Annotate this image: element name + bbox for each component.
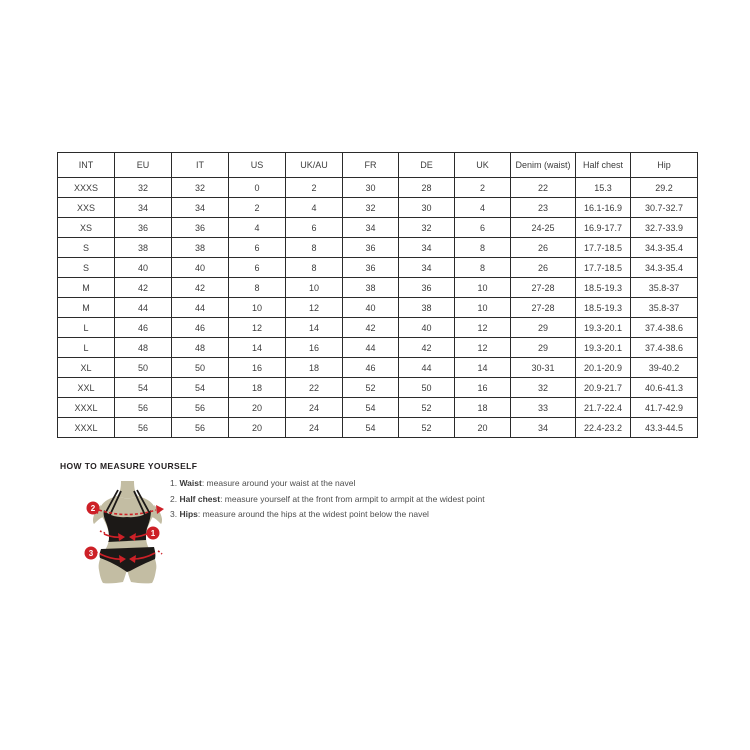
instruction-item — [170, 476, 500, 492]
size-cell: 10 — [286, 278, 343, 298]
instruction-term: Hips — [179, 509, 198, 519]
size-cell: 40 — [172, 258, 229, 278]
size-cell: 40 — [399, 318, 455, 338]
size-cell: 52 — [399, 418, 455, 438]
size-cell: 30.7-32.7 — [631, 198, 698, 218]
size-cell: 34 — [511, 418, 576, 438]
size-row — [58, 378, 698, 398]
size-cell: 12 — [455, 338, 511, 358]
marker-label: 1 — [150, 529, 156, 538]
size-cell: 54 — [172, 378, 229, 398]
size-cell: 40.6-41.3 — [631, 378, 698, 398]
size-cell: 44 — [399, 358, 455, 378]
size-row — [58, 398, 698, 418]
size-row — [58, 198, 698, 218]
size-cell: 19.3-20.1 — [576, 318, 631, 338]
column-header: INT — [58, 153, 115, 178]
size-row — [58, 258, 698, 278]
size-cell: XS — [58, 218, 115, 238]
size-cell: 46 — [343, 358, 399, 378]
size-cell: 44 — [172, 298, 229, 318]
size-cell: 32 — [511, 378, 576, 398]
size-row — [58, 218, 698, 238]
size-cell: 14 — [455, 358, 511, 378]
size-cell: 56 — [172, 418, 229, 438]
size-cell: 38 — [399, 298, 455, 318]
size-cell: 14 — [286, 318, 343, 338]
size-cell: 10 — [455, 278, 511, 298]
size-cell: 8 — [229, 278, 286, 298]
instruction-text: : measure around your waist at the navel — [201, 478, 356, 488]
size-cell: 19.3-20.1 — [576, 338, 631, 358]
size-cell: 10 — [455, 298, 511, 318]
size-cell: 2 — [229, 198, 286, 218]
size-cell: 20.1-20.9 — [576, 358, 631, 378]
instruction-term: Half chest — [179, 493, 221, 504]
instruction-number: 3. — [170, 509, 180, 519]
size-cell: 20.9-21.7 — [576, 378, 631, 398]
size-cell: 41.7-42.9 — [631, 398, 698, 418]
size-cell: 22.4-23.2 — [576, 418, 631, 438]
instruction-number: 2. — [170, 493, 180, 504]
size-cell: 36 — [343, 238, 399, 258]
how-to-measure-heading: HOW TO MEASURE YOURSELF — [60, 461, 198, 471]
size-cell: 18 — [286, 358, 343, 378]
size-cell: 50 — [172, 358, 229, 378]
size-row — [58, 298, 698, 318]
size-cell: 28 — [399, 178, 455, 198]
size-cell: 42 — [399, 338, 455, 358]
size-cell: 0 — [229, 178, 286, 198]
marker-label: 3 — [88, 549, 94, 558]
size-cell: 37.4-38.6 — [631, 338, 698, 358]
instruction-item — [170, 492, 500, 508]
size-cell: 48 — [115, 338, 172, 358]
size-row — [58, 178, 698, 198]
size-cell: M — [58, 298, 115, 318]
size-cell: 50 — [399, 378, 455, 398]
size-cell: 18.5-19.3 — [576, 278, 631, 298]
size-cell: S — [58, 238, 115, 258]
size-cell: XXXS — [58, 178, 115, 198]
size-cell: 8 — [455, 238, 511, 258]
size-cell: 8 — [286, 258, 343, 278]
size-cell: 38 — [343, 278, 399, 298]
size-cell: 26 — [511, 258, 576, 278]
size-cell: M — [58, 278, 115, 298]
size-cell: 4 — [229, 218, 286, 238]
size-cell: 20 — [229, 418, 286, 438]
size-cell: 26 — [511, 238, 576, 258]
size-cell: 34 — [343, 218, 399, 238]
size-cell: 32 — [399, 218, 455, 238]
size-cell: 16.9-17.7 — [576, 218, 631, 238]
marker-label: 2 — [90, 504, 96, 513]
size-cell: 44 — [115, 298, 172, 318]
size-cell: 18.5-19.3 — [576, 298, 631, 318]
size-row — [58, 318, 698, 338]
size-chart-table — [57, 152, 698, 438]
column-header: US — [229, 153, 286, 178]
size-cell: 2 — [455, 178, 511, 198]
size-cell: 15.3 — [576, 178, 631, 198]
size-cell: 18 — [229, 378, 286, 398]
size-chart-body — [58, 178, 698, 438]
size-cell: L — [58, 338, 115, 358]
column-header: EU — [115, 153, 172, 178]
column-header: UK — [455, 153, 511, 178]
size-cell: 2 — [286, 178, 343, 198]
size-cell: 34 — [399, 238, 455, 258]
size-cell: 56 — [115, 418, 172, 438]
size-cell: 32 — [343, 198, 399, 218]
size-cell: 16 — [229, 358, 286, 378]
instruction-text: : measure around the hips at the widest point below the navel — [197, 509, 429, 519]
size-cell: 48 — [172, 338, 229, 358]
size-cell: 32 — [115, 178, 172, 198]
size-cell: 16.1-16.9 — [576, 198, 631, 218]
size-cell: 14 — [229, 338, 286, 358]
size-cell: 30-31 — [511, 358, 576, 378]
size-cell: 6 — [455, 218, 511, 238]
size-cell: 32.7-33.9 — [631, 218, 698, 238]
column-header: DE — [399, 153, 455, 178]
size-cell: 30 — [343, 178, 399, 198]
size-cell: 36 — [172, 218, 229, 238]
size-cell: 34 — [172, 198, 229, 218]
size-cell: 6 — [229, 258, 286, 278]
size-cell: 27-28 — [511, 278, 576, 298]
size-cell: 17.7-18.5 — [576, 258, 631, 278]
size-cell: 30 — [399, 198, 455, 218]
size-cell: 42 — [343, 318, 399, 338]
instruction-term: Waist — [179, 478, 202, 488]
size-cell: 20 — [229, 398, 286, 418]
size-row — [58, 358, 698, 378]
size-cell: 36 — [115, 218, 172, 238]
size-cell: 43.3-44.5 — [631, 418, 698, 438]
column-header: Hip — [631, 153, 698, 178]
size-cell: 33 — [511, 398, 576, 418]
size-cell: S — [58, 258, 115, 278]
size-cell: 44 — [343, 338, 399, 358]
header-row — [58, 153, 698, 178]
size-cell: XL — [58, 358, 115, 378]
size-cell: 16 — [286, 338, 343, 358]
size-cell: 56 — [172, 398, 229, 418]
column-header: IT — [172, 153, 229, 178]
size-cell: 4 — [286, 198, 343, 218]
size-cell: 46 — [172, 318, 229, 338]
size-cell: 37.4-38.6 — [631, 318, 698, 338]
size-cell: XXXL — [58, 418, 115, 438]
size-cell: 24 — [286, 418, 343, 438]
size-cell: 54 — [343, 398, 399, 418]
size-cell: 52 — [399, 398, 455, 418]
size-cell: 8 — [455, 258, 511, 278]
size-cell: 35.8-37 — [631, 278, 698, 298]
size-cell: 22 — [286, 378, 343, 398]
mannequin-illustration-icon — [75, 470, 180, 600]
size-row — [58, 238, 698, 258]
marker-waist — [147, 527, 160, 540]
size-cell: 32 — [172, 178, 229, 198]
size-cell: 54 — [343, 418, 399, 438]
size-cell: 34.3-35.4 — [631, 258, 698, 278]
size-cell: 4 — [455, 198, 511, 218]
column-header: Denim (waist) — [511, 153, 576, 178]
size-cell: 27-28 — [511, 298, 576, 318]
size-cell: 21.7-22.4 — [576, 398, 631, 418]
size-cell: 38 — [172, 238, 229, 258]
size-row — [58, 338, 698, 358]
size-cell: 36 — [343, 258, 399, 278]
marker-half-chest — [87, 502, 100, 515]
size-cell: 42 — [115, 278, 172, 298]
size-cell: 12 — [286, 298, 343, 318]
size-cell: 54 — [115, 378, 172, 398]
size-cell: 40 — [115, 258, 172, 278]
size-cell: 29 — [511, 318, 576, 338]
size-cell: L — [58, 318, 115, 338]
size-cell: XXL — [58, 378, 115, 398]
column-header: FR — [343, 153, 399, 178]
size-cell: 12 — [455, 318, 511, 338]
instruction-text: : measure yourself at the front from armpit to armpit at the widest point — [220, 493, 485, 504]
size-cell: 17.7-18.5 — [576, 238, 631, 258]
size-cell: 52 — [343, 378, 399, 398]
size-cell: XXS — [58, 198, 115, 218]
size-cell: 18 — [455, 398, 511, 418]
size-row — [58, 278, 698, 298]
instruction-number: 1. — [170, 478, 180, 488]
size-cell: 24 — [286, 398, 343, 418]
size-chart-header — [58, 153, 698, 178]
size-cell: 34 — [115, 198, 172, 218]
size-cell: 24-25 — [511, 218, 576, 238]
instruction-item — [170, 507, 500, 523]
size-cell: 29.2 — [631, 178, 698, 198]
size-cell: 36 — [399, 278, 455, 298]
column-header: UK/AU — [286, 153, 343, 178]
size-cell: 42 — [172, 278, 229, 298]
measure-instructions — [170, 476, 500, 523]
size-cell: 39-40.2 — [631, 358, 698, 378]
size-cell: 16 — [455, 378, 511, 398]
size-cell: 12 — [229, 318, 286, 338]
column-header: Half chest — [576, 153, 631, 178]
size-cell: 6 — [229, 238, 286, 258]
size-cell: 35.8-37 — [631, 298, 698, 318]
size-cell: 38 — [115, 238, 172, 258]
size-cell: XXXL — [58, 398, 115, 418]
marker-hips — [85, 547, 98, 560]
size-cell: 6 — [286, 218, 343, 238]
size-cell: 50 — [115, 358, 172, 378]
size-cell: 40 — [343, 298, 399, 318]
size-cell: 46 — [115, 318, 172, 338]
size-cell: 34.3-35.4 — [631, 238, 698, 258]
size-cell: 34 — [399, 258, 455, 278]
size-cell: 10 — [229, 298, 286, 318]
size-cell: 29 — [511, 338, 576, 358]
size-cell: 56 — [115, 398, 172, 418]
size-cell: 23 — [511, 198, 576, 218]
measurement-figure — [75, 470, 180, 600]
size-cell: 22 — [511, 178, 576, 198]
size-row — [58, 418, 698, 438]
size-cell: 8 — [286, 238, 343, 258]
size-cell: 20 — [455, 418, 511, 438]
